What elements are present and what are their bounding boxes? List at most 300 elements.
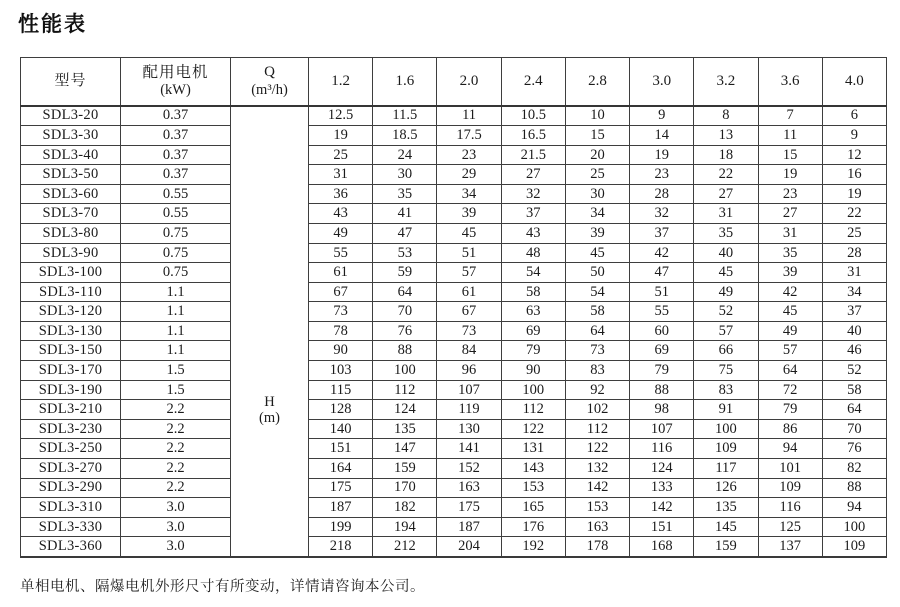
head-value-cell: 28 xyxy=(822,243,886,263)
head-value-cell: 124 xyxy=(630,458,694,478)
head-value-cell: 218 xyxy=(309,537,373,557)
head-value-cell: 35 xyxy=(694,224,758,244)
head-value-cell: 100 xyxy=(694,419,758,439)
motor-kw-cell: 1.1 xyxy=(121,341,231,361)
footer-note: 单相电机、隔爆电机外形尺寸有所变动，详情请咨询本公司。 xyxy=(20,579,425,595)
head-value-cell: 18 xyxy=(694,145,758,165)
head-value-cell: 61 xyxy=(309,263,373,283)
head-value-cell: 151 xyxy=(309,439,373,459)
col-header-motor-line1: 配用电机 xyxy=(142,64,209,81)
motor-kw-cell: 1.1 xyxy=(121,282,231,302)
head-value-cell: 143 xyxy=(501,458,565,478)
motor-kw-cell: 0.75 xyxy=(121,224,231,244)
table-row xyxy=(21,145,887,165)
head-value-cell: 27 xyxy=(758,204,822,224)
model-cell: SDL3-50 xyxy=(21,165,121,185)
head-value-cell: 14 xyxy=(630,126,694,146)
head-value-cell: 199 xyxy=(309,517,373,537)
head-value-cell: 24 xyxy=(373,145,437,165)
col-header-flow: 4.0 xyxy=(822,58,886,106)
head-value-cell: 31 xyxy=(758,224,822,244)
head-value-cell: 107 xyxy=(437,380,501,400)
model-cell: SDL3-230 xyxy=(21,419,121,439)
head-value-cell: 116 xyxy=(630,439,694,459)
head-unit-label xyxy=(231,236,308,427)
head-value-cell: 88 xyxy=(630,380,694,400)
head-value-cell: 175 xyxy=(437,498,501,518)
head-value-cell: 15 xyxy=(565,126,629,146)
head-value-cell: 192 xyxy=(501,537,565,557)
head-value-cell: 64 xyxy=(822,400,886,420)
head-value-cell: 164 xyxy=(309,458,373,478)
col-header-flow: 2.8 xyxy=(565,58,629,106)
head-value-cell: 79 xyxy=(758,400,822,420)
head-value-cell: 51 xyxy=(630,282,694,302)
model-cell: SDL3-30 xyxy=(21,126,121,146)
model-cell: SDL3-210 xyxy=(21,400,121,420)
head-value-cell: 73 xyxy=(437,321,501,341)
model-cell: SDL3-110 xyxy=(21,282,121,302)
model-cell: SDL3-60 xyxy=(21,184,121,204)
head-value-cell: 27 xyxy=(501,165,565,185)
model-cell: SDL3-40 xyxy=(21,145,121,165)
head-value-cell: 100 xyxy=(501,380,565,400)
head-value-cell: 109 xyxy=(822,537,886,557)
head-value-cell: 88 xyxy=(822,478,886,498)
col-header-model xyxy=(21,58,121,106)
head-value-cell: 124 xyxy=(373,400,437,420)
head-value-cell: 153 xyxy=(565,498,629,518)
head-value-cell: 50 xyxy=(565,263,629,283)
model-cell: SDL3-250 xyxy=(21,439,121,459)
head-value-cell: 91 xyxy=(694,400,758,420)
head-value-cell: 37 xyxy=(630,224,694,244)
model-cell: SDL3-360 xyxy=(21,537,121,557)
head-value-cell: 112 xyxy=(373,380,437,400)
table-row xyxy=(21,439,887,459)
head-value-cell: 133 xyxy=(630,478,694,498)
head-value-cell: 31 xyxy=(309,165,373,185)
head-value-cell: 73 xyxy=(309,302,373,322)
col-header-flow: 2.0 xyxy=(437,58,501,106)
table-row xyxy=(21,458,887,478)
col-header-q-line1: Q xyxy=(264,64,275,81)
head-value-cell: 58 xyxy=(822,380,886,400)
head-value-cell: 11 xyxy=(758,126,822,146)
head-value-cell: 76 xyxy=(822,439,886,459)
table-row xyxy=(21,263,887,283)
head-value-cell: 48 xyxy=(501,243,565,263)
head-value-cell: 47 xyxy=(630,263,694,283)
head-value-cell: 119 xyxy=(437,400,501,420)
head-value-cell: 64 xyxy=(373,282,437,302)
head-value-cell: 88 xyxy=(373,341,437,361)
head-value-cell: 82 xyxy=(822,458,886,478)
head-value-cell: 22 xyxy=(694,165,758,185)
head-value-cell: 19 xyxy=(758,165,822,185)
motor-kw-cell: 0.75 xyxy=(121,243,231,263)
head-value-cell: 84 xyxy=(437,341,501,361)
table-row xyxy=(21,537,887,557)
head-value-cell: 27 xyxy=(694,184,758,204)
head-value-cell: 83 xyxy=(694,380,758,400)
table-row xyxy=(21,184,887,204)
head-value-cell: 187 xyxy=(437,517,501,537)
head-value-cell: 194 xyxy=(373,517,437,537)
head-value-cell: 19 xyxy=(630,145,694,165)
head-value-cell: 103 xyxy=(309,361,373,381)
head-value-cell: 122 xyxy=(565,439,629,459)
head-value-cell: 39 xyxy=(437,204,501,224)
head-value-cell: 67 xyxy=(437,302,501,322)
head-value-cell: 39 xyxy=(565,224,629,244)
head-value-cell: 90 xyxy=(501,361,565,381)
head-value-cell: 137 xyxy=(758,537,822,557)
table-row xyxy=(21,106,887,126)
head-value-cell: 94 xyxy=(758,439,822,459)
head-value-cell: 57 xyxy=(437,263,501,283)
head-value-cell: 23 xyxy=(630,165,694,185)
head-value-cell: 11.5 xyxy=(373,106,437,126)
head-value-cell: 42 xyxy=(630,243,694,263)
head-value-cell: 23 xyxy=(437,145,501,165)
motor-kw-cell: 0.37 xyxy=(121,145,231,165)
head-value-cell: 66 xyxy=(694,341,758,361)
table-row xyxy=(21,341,887,361)
table-body xyxy=(21,106,887,558)
table-row xyxy=(21,517,887,537)
head-value-cell: 55 xyxy=(309,243,373,263)
head-value-cell: 16.5 xyxy=(501,126,565,146)
head-value-cell: 30 xyxy=(565,184,629,204)
head-value-cell: 70 xyxy=(373,302,437,322)
model-cell: SDL3-70 xyxy=(21,204,121,224)
head-value-cell: 25 xyxy=(565,165,629,185)
head-value-cell: 117 xyxy=(694,458,758,478)
col-header-motor-line2: (kW) xyxy=(160,81,191,98)
head-value-cell: 54 xyxy=(501,263,565,283)
model-cell: SDL3-150 xyxy=(21,341,121,361)
head-value-cell: 151 xyxy=(630,517,694,537)
head-value-cell: 147 xyxy=(373,439,437,459)
head-value-cell: 16 xyxy=(822,165,886,185)
head-value-cell: 168 xyxy=(630,537,694,557)
head-value-cell: 30 xyxy=(373,165,437,185)
head-value-cell: 107 xyxy=(630,419,694,439)
head-value-cell: 35 xyxy=(373,184,437,204)
head-value-cell: 94 xyxy=(822,498,886,518)
table-row xyxy=(21,204,887,224)
head-value-cell: 153 xyxy=(501,478,565,498)
head-unit-line1: H xyxy=(264,393,275,410)
head-value-cell: 32 xyxy=(501,184,565,204)
motor-kw-cell: 1.5 xyxy=(121,380,231,400)
head-unit-line2: (m) xyxy=(259,410,280,427)
head-value-cell: 170 xyxy=(373,478,437,498)
head-value-cell: 35 xyxy=(758,243,822,263)
head-value-cell: 116 xyxy=(758,498,822,518)
head-value-cell: 40 xyxy=(694,243,758,263)
model-cell: SDL3-100 xyxy=(21,263,121,283)
head-value-cell: 60 xyxy=(630,321,694,341)
head-value-cell: 163 xyxy=(565,517,629,537)
head-value-cell: 152 xyxy=(437,458,501,478)
head-value-cell: 212 xyxy=(373,537,437,557)
head-value-cell: 69 xyxy=(501,321,565,341)
table-row xyxy=(21,224,887,244)
col-header-flow: 3.0 xyxy=(630,58,694,106)
head-value-cell: 28 xyxy=(630,184,694,204)
head-value-cell: 115 xyxy=(309,380,373,400)
head-value-cell: 43 xyxy=(309,204,373,224)
table-row xyxy=(21,380,887,400)
head-value-cell: 8 xyxy=(694,106,758,126)
model-cell: SDL3-120 xyxy=(21,302,121,322)
model-cell: SDL3-190 xyxy=(21,380,121,400)
head-value-cell: 39 xyxy=(758,263,822,283)
head-value-cell: 140 xyxy=(309,419,373,439)
head-value-cell: 61 xyxy=(437,282,501,302)
head-value-cell: 25 xyxy=(822,224,886,244)
head-value-cell: 51 xyxy=(437,243,501,263)
head-value-cell: 34 xyxy=(565,204,629,224)
head-value-cell: 57 xyxy=(694,321,758,341)
col-header-flow: 3.6 xyxy=(758,58,822,106)
head-value-cell: 159 xyxy=(694,537,758,557)
motor-kw-cell: 0.37 xyxy=(121,106,231,126)
head-value-cell: 52 xyxy=(694,302,758,322)
head-value-cell: 79 xyxy=(501,341,565,361)
head-value-cell: 63 xyxy=(501,302,565,322)
head-value-cell: 17.5 xyxy=(437,126,501,146)
head-value-cell: 178 xyxy=(565,537,629,557)
motor-kw-cell: 2.2 xyxy=(121,419,231,439)
head-value-cell: 29 xyxy=(437,165,501,185)
head-value-cell: 9 xyxy=(822,126,886,146)
motor-kw-cell: 3.0 xyxy=(121,498,231,518)
head-value-cell: 122 xyxy=(501,419,565,439)
head-value-cell: 73 xyxy=(565,341,629,361)
model-cell: SDL3-310 xyxy=(21,498,121,518)
table-row xyxy=(21,400,887,420)
head-value-cell: 31 xyxy=(694,204,758,224)
head-value-cell: 130 xyxy=(437,419,501,439)
motor-kw-cell: 0.75 xyxy=(121,263,231,283)
head-value-cell: 109 xyxy=(758,478,822,498)
col-header-flow: 1.6 xyxy=(373,58,437,106)
head-value-cell: 100 xyxy=(822,517,886,537)
head-value-cell: 12 xyxy=(822,145,886,165)
head-value-cell: 10.5 xyxy=(501,106,565,126)
head-value-cell: 101 xyxy=(758,458,822,478)
head-value-cell: 100 xyxy=(373,361,437,381)
page-title: 性能表 xyxy=(18,13,87,36)
head-value-cell: 22 xyxy=(822,204,886,224)
head-value-cell: 109 xyxy=(694,439,758,459)
head-value-cell: 187 xyxy=(309,498,373,518)
motor-kw-cell: 1.1 xyxy=(121,302,231,322)
head-value-cell: 135 xyxy=(373,419,437,439)
table-row xyxy=(21,361,887,381)
head-value-cell: 69 xyxy=(630,341,694,361)
table-row xyxy=(21,321,887,341)
model-cell: SDL3-170 xyxy=(21,361,121,381)
table-row xyxy=(21,302,887,322)
motor-kw-cell: 2.2 xyxy=(121,439,231,459)
head-value-cell: 13 xyxy=(694,126,758,146)
head-value-cell: 19 xyxy=(822,184,886,204)
head-value-cell: 83 xyxy=(565,361,629,381)
head-value-cell: 45 xyxy=(565,243,629,263)
motor-kw-cell: 0.37 xyxy=(121,126,231,146)
model-cell: SDL3-270 xyxy=(21,458,121,478)
table-row xyxy=(21,243,887,263)
head-value-cell: 126 xyxy=(694,478,758,498)
head-value-cell: 11 xyxy=(437,106,501,126)
head-value-cell: 64 xyxy=(565,321,629,341)
head-value-cell: 57 xyxy=(758,341,822,361)
col-header-model-label: 型号 xyxy=(54,72,87,89)
head-value-cell: 102 xyxy=(565,400,629,420)
model-cell: SDL3-290 xyxy=(21,478,121,498)
header-row xyxy=(21,58,887,106)
head-value-cell: 9 xyxy=(630,106,694,126)
head-value-cell: 159 xyxy=(373,458,437,478)
head-value-cell: 54 xyxy=(565,282,629,302)
head-value-cell: 142 xyxy=(565,478,629,498)
motor-kw-cell: 0.37 xyxy=(121,165,231,185)
head-value-cell: 43 xyxy=(501,224,565,244)
motor-kw-cell: 3.0 xyxy=(121,537,231,557)
head-value-cell: 75 xyxy=(694,361,758,381)
head-value-cell: 135 xyxy=(694,498,758,518)
head-value-cell: 23 xyxy=(758,184,822,204)
head-value-cell: 132 xyxy=(565,458,629,478)
head-value-cell: 90 xyxy=(309,341,373,361)
head-value-cell: 78 xyxy=(309,321,373,341)
head-value-cell: 98 xyxy=(630,400,694,420)
head-value-cell: 37 xyxy=(822,302,886,322)
head-value-cell: 58 xyxy=(501,282,565,302)
head-value-cell: 32 xyxy=(630,204,694,224)
head-value-cell: 53 xyxy=(373,243,437,263)
head-value-cell: 145 xyxy=(694,517,758,537)
motor-kw-cell: 1.1 xyxy=(121,321,231,341)
head-value-cell: 34 xyxy=(437,184,501,204)
head-value-cell: 40 xyxy=(822,321,886,341)
col-header-motor xyxy=(121,58,231,106)
motor-kw-cell: 2.2 xyxy=(121,400,231,420)
col-header-flow: 3.2 xyxy=(694,58,758,106)
head-value-cell: 45 xyxy=(694,263,758,283)
motor-kw-cell: 0.55 xyxy=(121,184,231,204)
head-value-cell: 25 xyxy=(309,145,373,165)
head-value-cell: 67 xyxy=(309,282,373,302)
motor-kw-cell: 3.0 xyxy=(121,517,231,537)
head-value-cell: 15 xyxy=(758,145,822,165)
motor-kw-cell: 2.2 xyxy=(121,478,231,498)
model-cell: SDL3-330 xyxy=(21,517,121,537)
head-value-cell: 19 xyxy=(309,126,373,146)
head-value-cell: 7 xyxy=(758,106,822,126)
head-value-cell: 131 xyxy=(501,439,565,459)
head-value-cell: 59 xyxy=(373,263,437,283)
table-row xyxy=(21,165,887,185)
performance-table xyxy=(20,57,887,558)
motor-kw-cell: 1.5 xyxy=(121,361,231,381)
head-value-cell: 52 xyxy=(822,361,886,381)
col-header-flow: 2.4 xyxy=(501,58,565,106)
head-value-cell: 72 xyxy=(758,380,822,400)
head-unit-merged-cell xyxy=(231,106,309,558)
head-value-cell: 6 xyxy=(822,106,886,126)
head-value-cell: 36 xyxy=(309,184,373,204)
head-value-cell: 34 xyxy=(822,282,886,302)
head-value-cell: 46 xyxy=(822,341,886,361)
head-value-cell: 55 xyxy=(630,302,694,322)
table-row xyxy=(21,498,887,518)
motor-kw-cell: 2.2 xyxy=(121,458,231,478)
head-value-cell: 165 xyxy=(501,498,565,518)
head-value-cell: 49 xyxy=(758,321,822,341)
head-value-cell: 49 xyxy=(309,224,373,244)
model-cell: SDL3-20 xyxy=(21,106,121,126)
model-cell: SDL3-130 xyxy=(21,321,121,341)
head-value-cell: 96 xyxy=(437,361,501,381)
table-row xyxy=(21,419,887,439)
col-header-flow: 1.2 xyxy=(309,58,373,106)
table-row xyxy=(21,126,887,146)
head-value-cell: 175 xyxy=(309,478,373,498)
table-row xyxy=(21,478,887,498)
model-cell: SDL3-90 xyxy=(21,243,121,263)
head-value-cell: 42 xyxy=(758,282,822,302)
head-value-cell: 58 xyxy=(565,302,629,322)
col-header-q xyxy=(231,58,309,106)
head-value-cell: 37 xyxy=(501,204,565,224)
head-value-cell: 142 xyxy=(630,498,694,518)
head-value-cell: 76 xyxy=(373,321,437,341)
col-header-q-line2: (m³/h) xyxy=(251,81,288,98)
head-value-cell: 112 xyxy=(565,419,629,439)
head-value-cell: 45 xyxy=(758,302,822,322)
head-value-cell: 125 xyxy=(758,517,822,537)
head-value-cell: 41 xyxy=(373,204,437,224)
head-value-cell: 128 xyxy=(309,400,373,420)
head-value-cell: 141 xyxy=(437,439,501,459)
head-value-cell: 10 xyxy=(565,106,629,126)
head-value-cell: 112 xyxy=(501,400,565,420)
head-value-cell: 20 xyxy=(565,145,629,165)
head-value-cell: 21.5 xyxy=(501,145,565,165)
model-cell: SDL3-80 xyxy=(21,224,121,244)
head-value-cell: 182 xyxy=(373,498,437,518)
head-value-cell: 70 xyxy=(822,419,886,439)
head-value-cell: 64 xyxy=(758,361,822,381)
head-value-cell: 79 xyxy=(630,361,694,381)
head-value-cell: 86 xyxy=(758,419,822,439)
head-value-cell: 31 xyxy=(822,263,886,283)
head-value-cell: 163 xyxy=(437,478,501,498)
head-value-cell: 176 xyxy=(501,517,565,537)
head-value-cell: 45 xyxy=(437,224,501,244)
head-value-cell: 204 xyxy=(437,537,501,557)
head-value-cell: 47 xyxy=(373,224,437,244)
table-row xyxy=(21,282,887,302)
motor-kw-cell: 0.55 xyxy=(121,204,231,224)
head-value-cell: 92 xyxy=(565,380,629,400)
head-value-cell: 18.5 xyxy=(373,126,437,146)
